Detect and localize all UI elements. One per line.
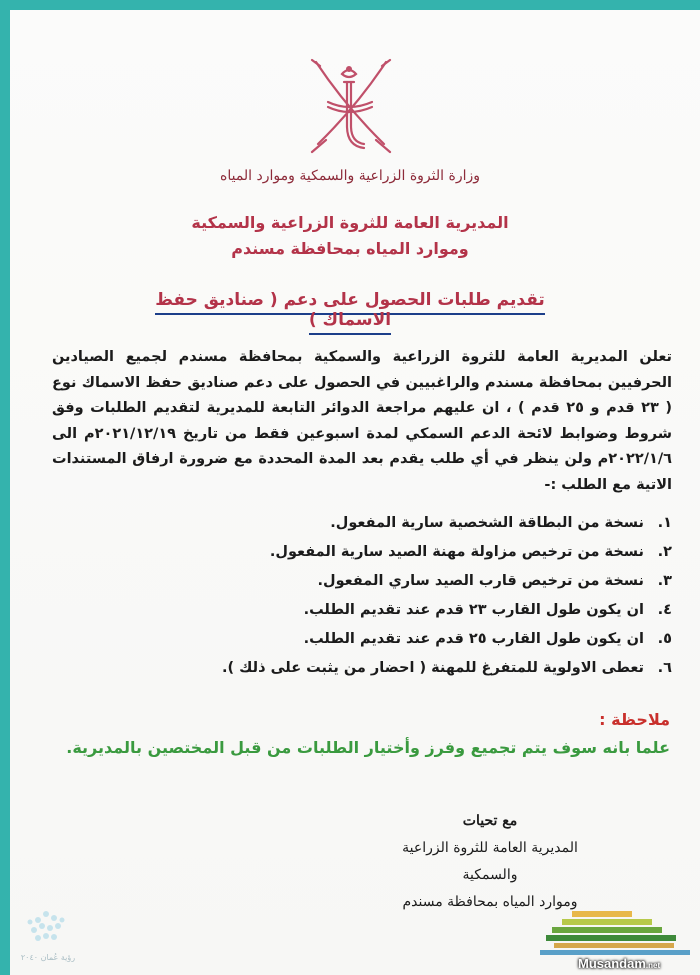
list-item (150, 567, 672, 596)
list-item-text: ان يكون طول القارب ٢٥ قدم عند تقديم الطلب. (303, 631, 644, 647)
note-text: علما بانه سوف يتم تجميع وفرز وأختيار الطلبات من قبل المختصين بالمديرية. (66, 738, 670, 757)
list-item (150, 596, 672, 625)
list-item-number: ١. (657, 515, 672, 531)
list-item (150, 654, 672, 683)
requirements-list (150, 509, 672, 683)
directorate-heading (140, 210, 560, 262)
list-item-text: ان يكون طول القارب ٢٣ قدم عند تقديم الطلب. (303, 602, 644, 618)
oman-emblem-icon (306, 52, 396, 156)
list-item (150, 625, 672, 654)
announcement-body: تعلن المديرية العامة للثروة الزراعية والسمكية بمحافظة مسندم لجميع الصيادين الحرفيين بمحافظة مسندم والراغبيين في الحصول على دعم صناديق حفظ الاسماك نوع ( ٢٣ قدم و ٢٥ قدم ) ، ان عليهم مراجعة الدوائر التابعة للمديرية لتقديم الطلبات وفق شروط وضوابط لائحة الدعم السمكي لمدة اسبوعين فقط من تاريخ ٢٠٢١/١٢/١٩م الى ٢٠٢٢/١/٦م ولن ينظر في أي طلب يقدم بعد المدة المحددة مع ضرورة ارفاق المستندات الاتية مع الطلب :- (52, 349, 673, 493)
subject-text: تقديم طلبات الحصول على دعم ( صناديق حفظ الاسماك ) (155, 290, 545, 335)
directorate-line-1: المديرية العامة للثروة الزراعية والسمكية (191, 213, 509, 232)
oman-vision-logo (8, 880, 88, 970)
list-item-number: ٣. (657, 573, 672, 589)
closing-signature (390, 808, 590, 916)
document-subject (120, 290, 580, 330)
page-border-top (0, 0, 700, 10)
list-item-number: ٥. (657, 631, 672, 647)
closing-org-line-2: وموارد المياه بمحافظة مسندم (402, 894, 578, 910)
page-border-left (0, 0, 10, 975)
watermark-suffix: .net (645, 961, 661, 970)
list-item (150, 538, 672, 567)
note-heading: ملاحظة : (599, 710, 670, 729)
list-item-text: نسخة من البطاقة الشخصية سارية المفعول. (330, 515, 644, 531)
vision-logo-text: رؤية عُمان ٢٠٤٠ (20, 953, 76, 962)
watermark-name: Musandam (578, 956, 646, 971)
list-item (150, 509, 672, 538)
list-item-number: ٤. (657, 602, 672, 618)
ministry-name: وزارة الثروة الزراعية والسمكية وموارد المياه (220, 168, 480, 184)
watermark-text (578, 956, 660, 971)
list-item-text: تعطى الاولوية للمتفرغ للمهنة ( احضار من يثبت على ذلك ). (222, 660, 644, 676)
list-item-number: ٢. (657, 544, 672, 560)
list-item-text: نسخة من ترخيص قارب الصيد ساري المفعول. (317, 573, 644, 589)
list-item-number: ٦. (657, 660, 672, 676)
closing-greeting: مع تحيات (462, 813, 518, 829)
directorate-line-2: وموارد المياه بمحافظة مسندم (231, 239, 469, 258)
closing-org-line-1: المديرية العامة للثروة الزراعية والسمكية (402, 840, 578, 883)
list-item-text: نسخة من ترخيص مزاولة مهنة الصيد سارية المفعول. (269, 544, 644, 560)
